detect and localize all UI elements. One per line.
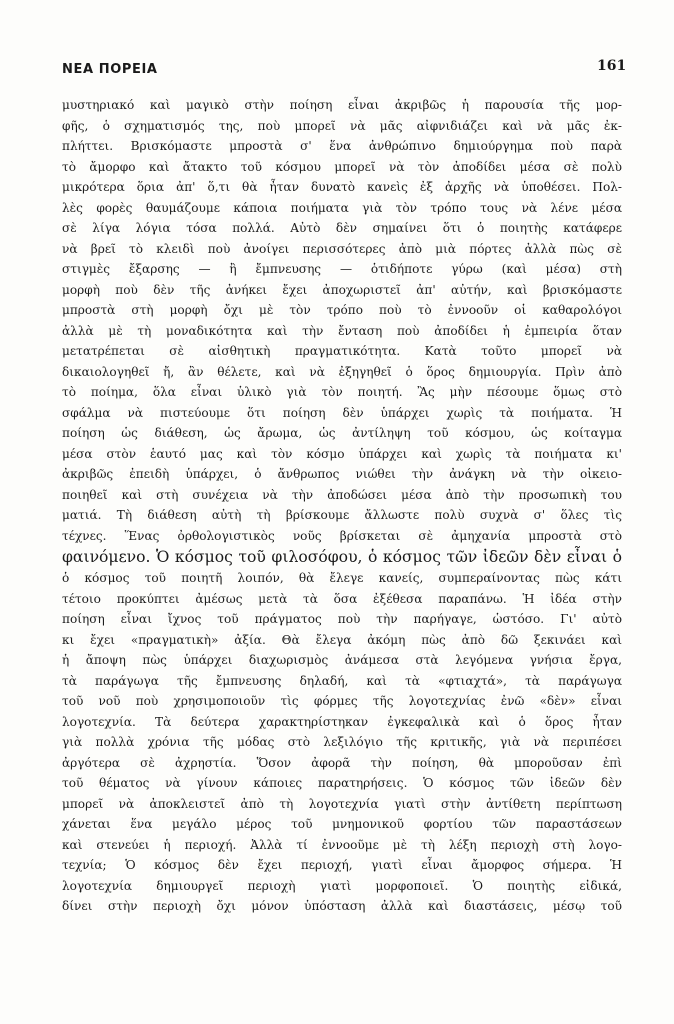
text-line: ὁ κόσμος τοῦ ποιητῆ λοιπόν, θὰ ἔλεγε κανείς, συμπεραίνοντας πὼς κάτι xyxy=(62,571,622,585)
text-line: ματιά. Τὴ διάθεση αὐτὴ τὴ βρίσκουμε ἄλλωστε πολὺ συχνὰ σ' ὅλες τὶς xyxy=(62,508,622,522)
text-line: καὶ στενεύει ἡ περιοχή. Ἀλλὰ τί ἐννοοῦμε μὲ τὴ λέξη περιοχὴ στὴ λογο- xyxy=(62,837,622,852)
text-line: μορφὴ ποὺ δὲν τῆς ἀνήκει ἔχει ἀποχωριστεῖ ἀπ' αὐτήν, καὶ βρισκόμαστε xyxy=(62,282,622,297)
text-line: λογοτεχνία. Τὰ δεύτερα χαρακτηρίστηκαν ἐγκεφαλικὰ καὶ ὁ ὅρος ἦταν xyxy=(62,714,622,729)
text-line: σφάλμα νὰ πιστεύουμε ὅτι ποίηση δὲν ὑπάρχει χωρὶς τὰ ποιήματα. Ἡ xyxy=(62,405,622,420)
text-line: στιγμὲς ἔξαρσης — ἢ ἔμπνευσης — ὁτιδήποτε γύρω (καὶ μέσα) στὴ xyxy=(62,262,622,276)
text-line: ἀλλὰ μὲ τὴ μοναδικότητα καὶ τὴν ἔνταση ποὺ ἀποδίδει ἡ ἐμπειρία ὅταν xyxy=(62,323,622,338)
text-line: δικαιολογηθεῖ ἤ, ἂν θέλετε, καὶ νὰ ἐξηγηθεῖ ὁ ὅρος δημιουργία. Πρὶν ἀπὸ xyxy=(62,364,622,379)
text-line: φῆς, ὁ σχηματισμός της, ποὺ μπορεῖ νὰ μᾶς αἰφνιδιάζει καὶ νὰ μᾶς ἐκ- xyxy=(62,118,622,133)
text-line: κι ἔχει «πραγματικὴ» ἀξία. Θὰ ἔλεγα ἀκόμη πὼς ἀπὸ δῶ ξεκινάει καὶ xyxy=(62,632,622,647)
running-head: ΝΕΑ ΠΟΡΕΙΑ xyxy=(62,62,158,77)
text-line: χάνεται ἕνα μεγάλο μέρος τοῦ μνημονικοῦ φορτίου τῶν παραστάσεων xyxy=(62,817,622,831)
text-line: ἡ ἄποψη πὼς ὑπάρχει διαχωρισμὸς ἀνάμεσα στὰ λεγόμενα γνήσια ἔργα, xyxy=(62,653,622,667)
text-line: πλήττει. Βρισκόμαστε μπροστὰ σ' ἕνα ἀνθρώπινο δημιούργημα ποὺ παρὰ xyxy=(62,139,622,153)
text-line: μικρότερα ὅρια ἀπ' ὅ,τι θὰ ἦταν δυνατὸ κανεὶς ἐξ ἀρχῆς νὰ ὑποθέσει. Πολ- xyxy=(62,180,622,194)
text-line: ἀργότερα σὲ ἀχρηστία. Ὅσον ἀφορᾶ τὴν ποίηση, θὰ μποροῦσαν ἐπὶ xyxy=(62,755,622,770)
page-number: 161 xyxy=(597,58,627,74)
text-line: ἀκριβῶς ἐπειδὴ ὑπάρχει, ὁ ἄνθρωπος νιώθει τὴν ἀνάγκη νὰ τὴν οἰκειο- xyxy=(62,467,622,481)
text-line: λὲς φορὲς θαυμάζουμε κάποια ποιήματα γιὰ τὸν τρόπο τους νὰ λένε μέσα xyxy=(62,200,622,215)
text-line: μπροστὰ στὴ μορφὴ ὄχι μὲ τὸν τρόπο ποὺ τὸ ἐννοοῦν οἱ καθαρολόγοι xyxy=(62,303,622,317)
text-line: τὸ ἄμορφο καὶ ἄτακτο τοῦ κόσμου μπορεῖ νὰ τὸν ἀποδίδει μέσα σὲ πολὺ xyxy=(62,159,622,174)
text-line: τεχνία; Ὁ κόσμος δὲν ἔχει περιοχή, γιατὶ εἶναι ἄμορφος σήμερα. Ἡ xyxy=(62,858,622,872)
text-line: τὰ παράγωγα τῆς ἔμπνευσης δηλαδή, καὶ τὰ «φτιαχτά», τὰ παράγωγα xyxy=(62,673,622,688)
text-line: μέσα στὸν ἑαυτό μας καὶ τὸν κόσμο ὑπάρχει καὶ χωρὶς τὰ ποιήματα κι' xyxy=(62,446,622,461)
text-line: μπορεῖ νὰ ἀποκλειστεῖ ἀπὸ τὴ λογοτεχνία γιατὶ στὴν ἀντίθετη περίπτωση xyxy=(62,796,622,811)
text-line: ποίηση εἶναι ἴχνος τοῦ πράγματος ποὺ τὴν παρήγαγε, ὡστόσο. Γι' αὐτὸ xyxy=(62,612,622,626)
text-line: τέχνες. Ἕνας ὀρθολογιστικὸς νοῦς βρίσκεται σὲ ἀμηχανία μπροστὰ στὸ xyxy=(62,528,622,543)
text-line: τοῦ θέματος νὰ γίνουν κάποιες παρατηρήσεις. Ὁ κόσμος τῶν ἰδεῶν δὲν xyxy=(62,776,622,790)
text-line: λογοτεχνία δημιουργεῖ περιοχὴ γιατὶ μορφοποιεῖ. Ὁ ποιητὴς εἰδικά, xyxy=(62,878,622,893)
text-line: μετατρέπεται σὲ αἰσθητικὴ πραγματικότητα. Κατὰ τοῦτο μπορεῖ νὰ xyxy=(62,344,622,358)
text-line: γιὰ πολλὰ χρόνια τῆς μόδας στὸ λεξιλόγιο τῆς κριτικῆς, γιὰ νὰ περιπέσει xyxy=(62,735,622,749)
text-line: τέτοιο προκύπτει ἀμέσως μετὰ τὰ ὅσα ἐξέθεσα παραπάνω. Ἡ ἰδέα στὴν xyxy=(62,591,622,606)
text-line-large: φαινόμενο. Ὁ κόσμος τοῦ φιλοσόφου, ὁ κόσμος τῶν ἰδεῶν δὲν εἶναι ὁ xyxy=(62,548,622,566)
text-line: σὲ λίγα λόγια τόσα πολλά. Αὐτὸ δὲν σημαίνει ὅτι ὁ ποιητὴς κατάφερε xyxy=(62,221,622,235)
text-line: δίνει στὴν περιοχὴ ὄχι μόνον ὑπόσταση ἀλλὰ καὶ διαστάσεις, μέσῳ τοῦ xyxy=(62,899,622,913)
text-line: τὸ ποίημα, ὅλα εἶναι ὑλικὸ γιὰ τὸν ποιητή. Ἂς μὴν πέσουμε ὅμως στὸ xyxy=(62,385,622,399)
text-line: νὰ βρεῖ τὸ κλειδὶ ποὺ ἀνοίγει περισσότερες ἀπὸ μιὰ πόρτες ἀλλὰ πὼς σὲ xyxy=(62,241,622,256)
text-line: μυστηριακό καὶ μαγικὸ στὴν ποίηση εἶναι ἀκριβῶς ἡ παρουσία τῆς μορ- xyxy=(62,98,622,112)
text-line: τοῦ νοῦ ποὺ χρησιμοποιοῦν τὶς φόρμες τῆς λογοτεχνίας ἐνῶ «δὲν» εἶναι xyxy=(62,694,622,708)
body-text xyxy=(62,95,622,917)
text-line: ποίηση ὡς διάθεση, ὡς ἄρωμα, ὡς ἀντίληψη τοῦ κόσμου, ὡς κοίταγμα xyxy=(62,426,622,440)
text-line: ποιηθεῖ καὶ στὴ συνέχεια νὰ τὴν ἀποδώσει μέσα ἀπὸ τὴν προσωπικὴ του xyxy=(62,487,622,502)
